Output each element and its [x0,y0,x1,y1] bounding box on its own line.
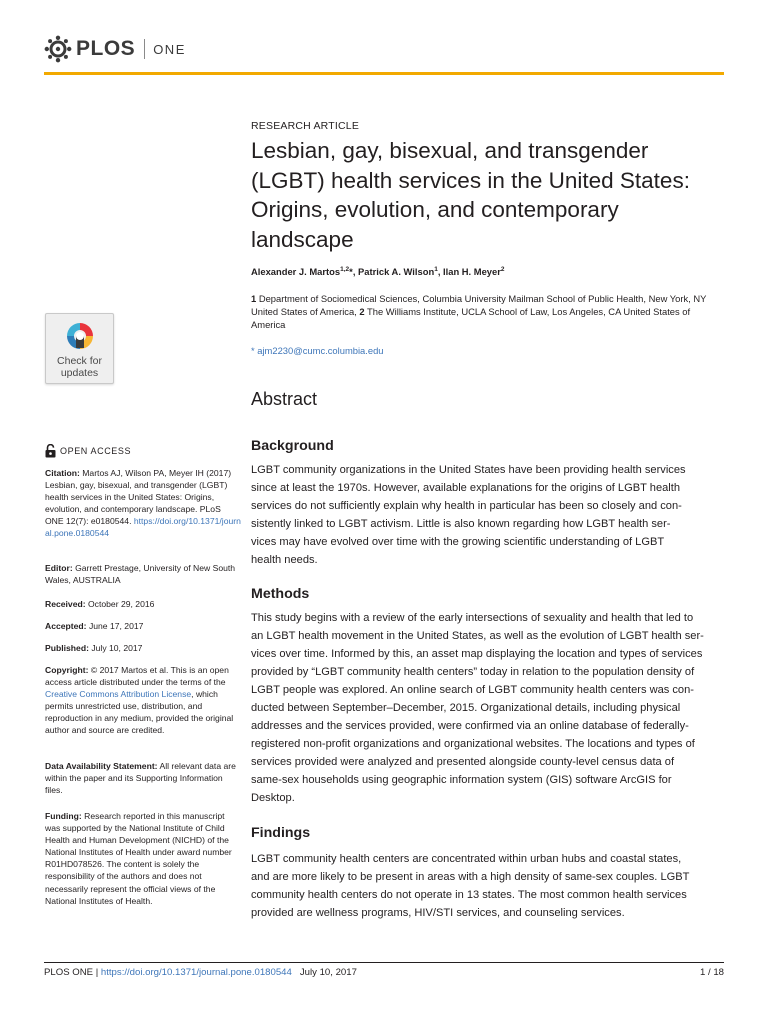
text-line: registered non-profit organizations and organizational websites. The locations and types of [251,738,695,750]
accepted-label: Accepted: [45,621,87,631]
editor-block [45,562,241,586]
citation-block [45,467,241,540]
text-line: vices may have evolved over time with the growing scientific understanding of LGBT [251,536,665,548]
text-line: This study begins with a review of the early intersections of sexuality and health that led to [251,612,694,624]
check-for-updates-button[interactable] [45,313,114,384]
cc-license-link[interactable]: Creative Commons Attribution License [45,689,192,700]
footer-date: July 10, 2017 [299,967,357,978]
plos-brand: PLOS [76,37,136,60]
accepted-date: June 17, 2017 [88,621,144,631]
text-line: LGBT community health centers are concentrated within urban hubs and coastal states, [251,853,682,865]
corresponding-marker: * [349,266,353,278]
background-text [251,461,721,569]
journal-name: ONE [153,41,186,57]
footer-doi-link[interactable]: https://doi.org/10.1371/journal.pone.0180544 [100,967,292,978]
text-line: health needs. [251,554,318,566]
title-line: (LGBT) health services in the United States: [251,167,690,193]
logo-divider [144,39,145,59]
header-rule [44,72,724,75]
section-heading-findings: Findings [251,825,311,841]
author-affiliation-marker: 1,2 [340,266,350,273]
published-date: July 10, 2017 [91,643,143,653]
footer-left [44,967,357,978]
open-access-badge [45,444,131,458]
citation-label: Citation: [45,468,80,478]
data-availability-label: Data Availability Statement: [45,761,158,771]
accepted-block [45,620,241,632]
author-affiliation-marker: 1 [434,266,438,273]
copyright-label: Copyright: [45,665,89,675]
funding-label: Funding: [45,811,82,821]
text-line: Desktop. [251,792,295,804]
editor-text: Garrett Prestage, University of New South Wales, AUSTRALIA [45,563,236,586]
open-lock-icon [45,444,56,458]
plos-logo-icon [44,35,72,63]
email-link[interactable]: ajm2230@cumc.columbia.edu [257,345,384,356]
page-number: 1 / 18 [699,967,724,978]
copyright-text: © 2017 Martos et al. This is an open access article distributed under the terms of the [45,665,229,688]
text-line: an LGBT health movement in the United States, as well as the evolution of LGBT health ser- [251,630,704,642]
funding-block [45,810,241,907]
affiliation-text: The Williams Institute, UCLA School of Law, Los Angeles, CA United States of America [251,306,691,330]
published-block [45,642,241,654]
title-line: Origins, evolution, and contemporary [251,197,619,222]
text-line: community health centers do not operate in 13 states. The most common health services [251,889,687,901]
plos-logo[interactable] [44,34,186,64]
affiliation-text: Department of Sociomedical Sciences, Columbia University Mailman School of Public Health, New York, NY United States of America, [251,293,707,317]
author-name[interactable]: Ilan H. Meyer [443,266,501,278]
article-type: RESEARCH ARTICLE [251,120,360,132]
published-label: Published: [45,643,89,653]
title-line: Lesbian, gay, bisexual, and transgender [251,138,649,163]
abstract-heading: Abstract [251,389,318,409]
copyright-block [45,664,241,737]
text-line: same-sex households using geographic information system (GIS) software ArcGIS for [251,774,672,786]
affiliation-number: 1 [251,293,257,304]
footer-journal: PLOS ONE | [44,967,99,978]
footer-rule [44,962,724,963]
funding-text: Research reported in this manuscript was supported by the National Institute of Child Health and Human Development (NICHD) of the National Institutes of Health under award number R01HD078526. The content is solely the responsibility of the authors and does not necessarily represent the official views of the National Institutes of Health. [45,811,232,906]
text-line: addresses and the services provided, were confirmed via an online database of federally- [251,720,689,732]
author-name[interactable]: Alexander J. Martos [251,266,341,278]
text-line: and are more likely to be present in areas with a high density of same-sex couples. LGBT [251,871,690,883]
text-line: since at least the 1970s. However, available explanations for the origins of LGBT health [251,482,681,494]
article-title [251,136,721,254]
text-line: sistently linked to LGBT activism. Little is also known regarding how LGBT health ser- [251,518,671,530]
section-heading-methods: Methods [251,586,310,602]
text-line: provided by “LGBT community health centers” today in relation to the population density of [251,666,695,678]
text-line: LGBT community organizations in the United States have been providing health services [251,464,686,476]
section-heading-background: Background [251,438,334,454]
text-line: services do not sufficiently explain why health in particular has been so closely and con- [251,500,682,512]
copyright-text-end: , which permits unrestricted use, distribution, and reproduction in any medium, provided the original author and source are credited. [45,689,234,736]
check-for-updates-label: Check for updates [57,355,102,379]
text-line: ducted between September–December, 2015. Organizational details, including physical [251,702,681,714]
text-line: LGBT people was explored. An online search of LGBT community health centers was con- [251,684,694,696]
title-line: landscape [251,226,354,252]
affiliations [251,292,721,331]
findings-text [251,850,721,922]
received-block [45,598,241,610]
author-name[interactable]: Patrick A. Wilson [358,266,435,278]
author-list: Alexander J. Martos$^{1,2}$*, Patrick A. Wilson$^1$, Ilan H. Meyer$^2$ [251,266,505,278]
citation-doi-link[interactable]: https://doi.org/10.1371/journal.pone.0180544 [45,516,241,539]
citation-text: Martos AJ, Wilson PA, Meyer IH (2017) Lesbian, gay, bisexual, and transgender (LGBT) health services in the United States: Origins, evolution, and contemporary landscape. PLoS ONE 12(7): e0180544. [45,468,232,527]
affiliation-number: 2 [359,306,365,317]
text-line: vices over time. Informed by this, an asset map displaying the location and types of services [251,648,703,660]
crossmark-icon [64,320,96,352]
data-availability-block [45,760,241,796]
author-affiliation-marker: 2 [500,266,505,273]
editor-label: Editor: [45,563,73,573]
corresponding-email: * ajm2230@cumc.columbia.edu [251,345,384,356]
methods-text [251,609,721,807]
text-line: provided are wellness programs, HIV/STI services, and counseling services. [251,907,625,919]
received-label: Received: [45,599,86,609]
open-access-label: OPEN ACCESS [60,446,132,456]
data-availability-text: All relevant data are within the paper and its Supporting Information files. [45,761,236,796]
page-footer [44,967,724,978]
text-line: services provided were analyzed and presented alongside county-level census data of [251,756,675,768]
received-date: October 29, 2016 [88,599,155,609]
